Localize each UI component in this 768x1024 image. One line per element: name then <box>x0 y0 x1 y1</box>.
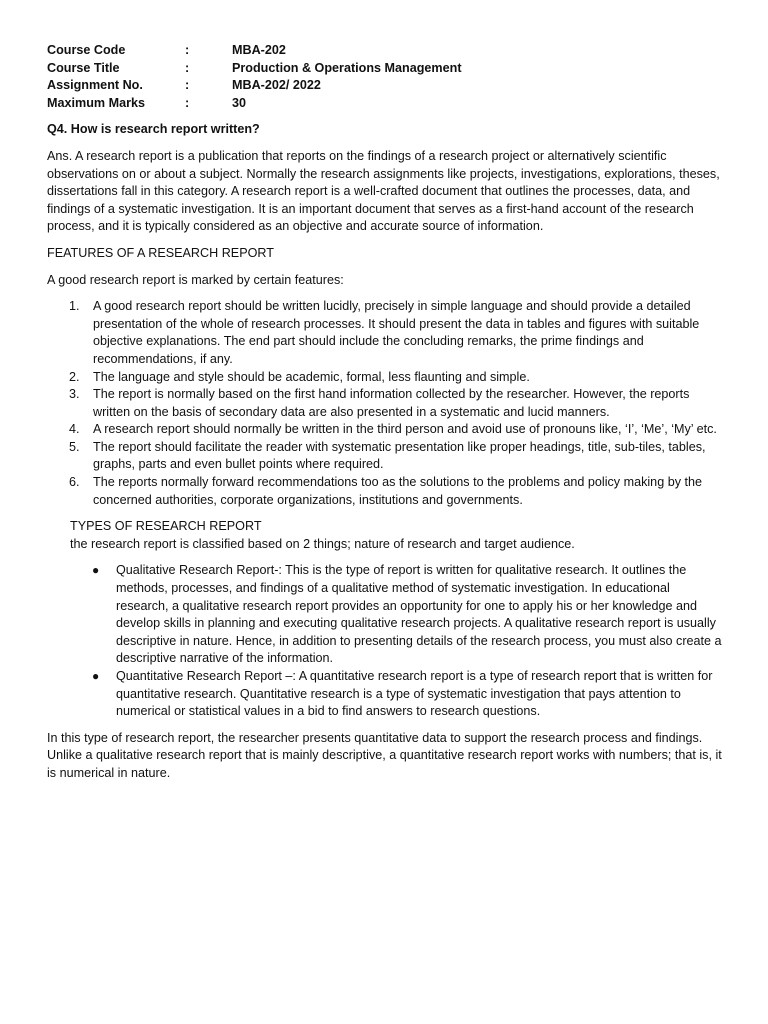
header-colon: : <box>185 60 190 75</box>
question-heading: Q4. How is research report written? <box>47 122 260 137</box>
assignment-header <box>47 42 462 112</box>
types-heading: TYPES OF RESEARCH REPORT <box>70 519 262 534</box>
list-item <box>47 369 723 387</box>
list-item-text: A good research report should be written lucidly, precisely in simple language and should provide a detailed presentation of the whole of research processes. It should present the data in tables and figures with suitable objective explanations. The end part should include the concluding remarks, the prime findings and recommendations, if any. <box>93 299 700 366</box>
list-number: 4. <box>69 422 80 437</box>
list-item <box>47 439 723 474</box>
list-item-text: A research report should normally be written in the third person and avoid use of pronouns like, ‘I’, ‘Me’, ‘My’ etc. <box>93 422 717 437</box>
bullet-icon: ● <box>92 563 100 578</box>
header-row-maximum-marks <box>47 95 462 113</box>
list-number: 1. <box>69 299 80 314</box>
header-label: Maximum Marks <box>47 95 145 110</box>
types-list <box>47 562 723 720</box>
types-intro: the research report is classified based on 2 things; nature of research and target audience. <box>70 536 575 551</box>
list-item <box>47 386 723 421</box>
list-number: 2. <box>69 369 80 384</box>
list-item <box>47 562 723 668</box>
list-item <box>47 421 723 439</box>
bullet-icon: ● <box>92 669 100 683</box>
list-number: 3. <box>69 387 80 402</box>
list-item-text: Quantitative Research Report –: A quantitative research report is a type of research report that is written for quantitative research. Quantitative research is a type of systematic investigation that pays attention to numerical or statistical values in a bid to find answers to research questions. <box>116 669 713 719</box>
header-value: 30 <box>232 95 247 110</box>
list-item <box>47 668 723 721</box>
list-item <box>47 298 723 368</box>
header-label: Course Code <box>47 43 126 57</box>
list-item <box>47 474 723 509</box>
list-item-text: The reports normally forward recommendations too as the solutions to the problems and policy making by the concerned authorities, corporate organizations, institutions and governments. <box>93 475 703 507</box>
features-intro: A good research report is marked by certain features: <box>47 272 344 287</box>
header-row-assignment-no <box>47 77 462 95</box>
document-page <box>47 42 723 792</box>
list-item-text: Qualitative Research Report-: This is the type of report is written for qualitative research. It outlines the methods, processes, and findings of a qualitative method of systematic investigation. In educational research, a qualitative research report provides an opportunity for one to apply his or her knowledge and develop skills in planning and executing qualitative research projects. A qualitative research report is usually descriptive in nature. Hence, in addition to presenting details of the research process, you must also create a descriptive narrative of the information. <box>116 563 722 666</box>
features-heading: FEATURES OF A RESEARCH REPORT <box>47 245 274 260</box>
features-list <box>47 298 723 509</box>
types-section <box>70 518 723 553</box>
list-number: 6. <box>69 475 80 490</box>
list-item-text: The report should facilitate the reader with systematic presentation like proper headings, title, sub-tiles, tables, graphs, parts and even bullet points where required. <box>93 439 706 472</box>
header-colon: : <box>185 95 190 110</box>
header-label: Course Title <box>47 60 120 75</box>
header-value: MBA-202/ 2022 <box>232 78 321 93</box>
header-row-course-title <box>47 60 462 78</box>
closing-paragraph: In this type of research report, the researcher presents quantitative data to support the research process and findings. Unlike a qualitative research report that is mainly descriptive, a quantitative research report works with numbers; that is, it is numerical in nature. <box>47 730 722 780</box>
list-item-text: The report is normally based on the first hand information collected by the researcher. However, the reports written on the basis of secondary data are also presented in a systematic and lucid manners. <box>93 387 690 419</box>
header-value: MBA-202 <box>232 43 286 57</box>
list-item-text: The language and style should be academic, formal, less flaunting and simple. <box>93 369 530 384</box>
header-value: Production & Operations Management <box>232 60 462 75</box>
header-label: Assignment No. <box>47 78 143 93</box>
answer-paragraph: Ans. A research report is a publication that reports on the findings of a research project or alternatively scientific observations on or about a subject. Normally the research assignments like projects, investigations, explorations, theses, dissertations fall in this category. A research report is a well-crafted document that outlines the processes, data, and findings of a systematic investigation. It is an important document that serves as a first-hand account of the research process, and it is typically considered as an objective and accurate source of information. <box>47 148 720 234</box>
header-colon: : <box>185 78 190 93</box>
list-number: 5. <box>69 439 80 454</box>
header-row-course-code <box>47 42 462 60</box>
header-colon: : <box>185 43 190 57</box>
